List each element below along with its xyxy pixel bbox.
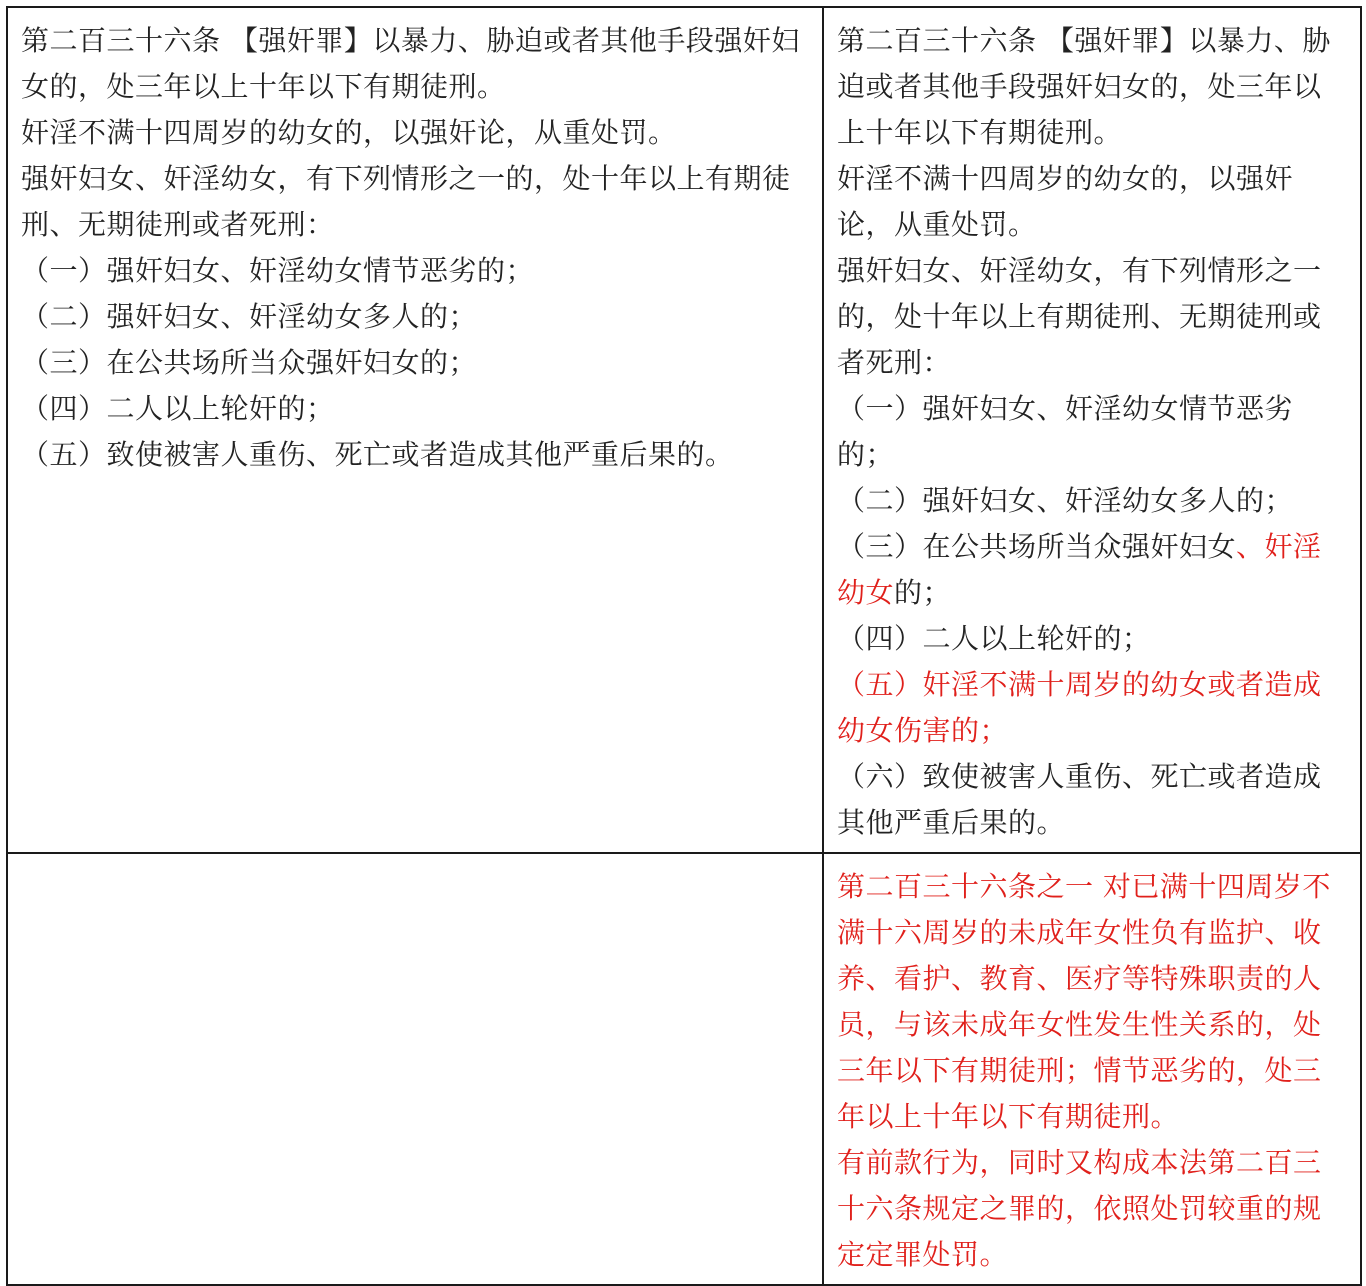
new-article-item: （二）强奸妇女、奸淫幼女多人的；: [837, 484, 1294, 517]
new-article-item: （六）致使被害人重伤、死亡或者造成其他严重后果的。: [837, 760, 1322, 839]
new-article-paragraph: 第二百三十六条 【强奸罪】以暴力、胁迫或者其他手段强奸妇女的，处三年以上十年以下有期徒刑。: [837, 24, 1331, 149]
old-article-paragraph: 第二百三十六条 【强奸罪】以暴力、胁迫或者其他手段强奸妇女的，处三年以上十年以下有期徒刑。: [21, 24, 800, 103]
new-article-item: （一）强奸妇女、奸淫幼女情节恶劣的；: [837, 392, 1294, 471]
old-law-cell: [7, 7, 823, 853]
new-article-item-amended: [837, 524, 1348, 616]
old-article-item: （四）二人以上轮奸的；: [21, 392, 335, 425]
old-law-cell-empty: [7, 853, 823, 1285]
item-text: （三）在公共场所当众强奸妇女: [837, 530, 1237, 563]
old-article-item: （二）强奸妇女、奸淫幼女多人的；: [21, 300, 478, 333]
new-article-paragraph-added: 有前款行为，同时又构成本法第二百三十六条规定之罪的，依照处罚较重的规定定罪处罚。: [837, 1146, 1322, 1271]
new-law-cell-added-article: [823, 853, 1361, 1285]
new-article-paragraph: 强奸妇女、奸淫幼女，有下列情形之一的，处十年以上有期徒刑、无期徒刑或者死刑：: [837, 254, 1322, 379]
old-article-paragraph: 强奸妇女、奸淫幼女，有下列情形之一的，处十年以上有期徒刑、无期徒刑或者死刑：: [21, 162, 791, 241]
old-article-item: （五）致使被害人重伤、死亡或者造成其他严重后果的。: [21, 438, 734, 471]
new-article-paragraph: 奸淫不满十四周岁的幼女的，以强奸论，从重处罚。: [837, 162, 1294, 241]
added-text: 、奸淫幼女: [837, 530, 1322, 609]
item-text: 的；: [894, 576, 952, 609]
new-article-item: （四）二人以上轮奸的；: [837, 622, 1151, 655]
old-article-item: （一）强奸妇女、奸淫幼女情节恶劣的；: [21, 254, 535, 287]
old-article-paragraph: 奸淫不满十四周岁的幼女的，以强奸论，从重处罚。: [21, 116, 677, 149]
new-article-item-added: （五）奸淫不满十周岁的幼女或者造成幼女伤害的；: [837, 668, 1322, 747]
new-article-paragraph-added: 第二百三十六条之一 对已满十四周岁不满十六周岁的未成年女性负有监护、收养、看护、教育、医疗等特殊职责的人员，与该未成年女性发生性关系的，处三年以下有期徒刑；情节恶劣的，处三年以上十年以下有期徒刑。: [837, 870, 1331, 1133]
new-law-cell: [823, 7, 1361, 853]
table-row-article-236-1: [7, 853, 1361, 1285]
law-comparison-table: [6, 6, 1362, 1286]
table-row-article-236: [7, 7, 1361, 853]
old-article-item: （三）在公共场所当众强奸妇女的；: [21, 346, 478, 379]
